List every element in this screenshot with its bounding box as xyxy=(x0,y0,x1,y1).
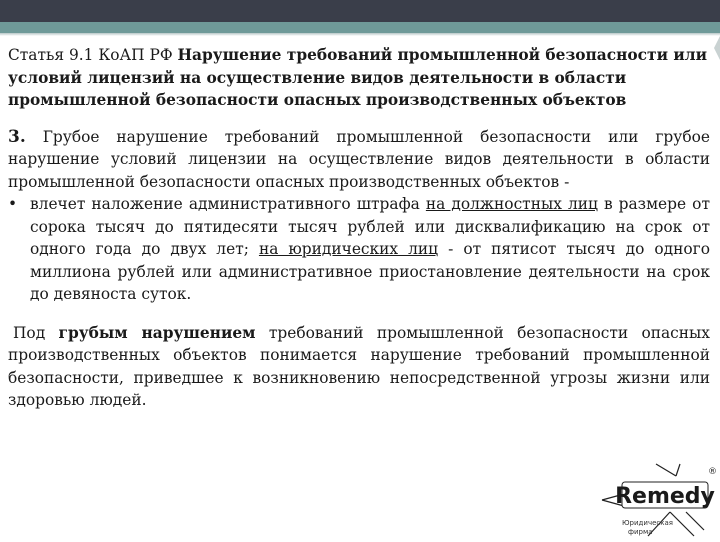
bullet-text-3: - от пятисот тысяч до одного миллиона рублей или административное приостановление деятельности на срок до девяноста суток. xyxy=(30,240,710,303)
definition-text-2: требований промышленной безопасности опасных производственных объектов понимается нарушение требований промышленной безопасности, приведшее к возникновению непосредственной угрозы жизни или здоровью людей. xyxy=(8,323,710,409)
slide-edge-marker xyxy=(714,36,720,60)
definition-term: грубым нарушением xyxy=(58,323,256,342)
slide-body xyxy=(8,44,710,412)
paragraph-number: 3. xyxy=(8,126,26,147)
penalty-bullet xyxy=(8,193,710,306)
officials-term: на должностных лиц xyxy=(425,195,598,213)
title-article: Статья 9.1 КоАП РФ xyxy=(8,46,173,64)
registered-mark: ® xyxy=(708,467,717,477)
logo-subtitle-line1: Юридическая xyxy=(622,519,673,527)
slide-title xyxy=(8,44,710,112)
bullet-text-2: в размере от сорока тысяч до пятидесяти тысяч рублей или дисквалификацию на срок от одного года до двух лет; xyxy=(30,195,710,258)
title-heading: Нарушение требований промышленной безопасности или условий лицензий на осуществление видов деятельности в области промышленной безопасности опасных производственных объектов xyxy=(8,46,708,109)
logo-subtitle xyxy=(622,519,673,537)
bullet-icon: • xyxy=(8,195,18,213)
logo-name: Remedy xyxy=(615,484,715,509)
bullet-text-1: влечет наложение административного штрафа xyxy=(30,195,420,213)
logo-subtitle-line2: фирма xyxy=(628,528,653,536)
header-dark-band xyxy=(0,0,720,22)
header-accent-band xyxy=(0,22,720,33)
paragraph-part-3 xyxy=(8,126,710,194)
definition-paragraph xyxy=(8,322,710,412)
definition-text-1: Под xyxy=(13,323,46,342)
header-shadow xyxy=(0,33,720,36)
paragraph-text: Грубое нарушение требований промышленной безопасности или грубое нарушение условий лицензии на осуществление видов деятельности в области промышленной безопасности опасных производственных объектов - xyxy=(8,127,710,191)
legal-entities-term: на юридических лиц xyxy=(258,240,439,258)
remedy-logo xyxy=(598,462,718,538)
